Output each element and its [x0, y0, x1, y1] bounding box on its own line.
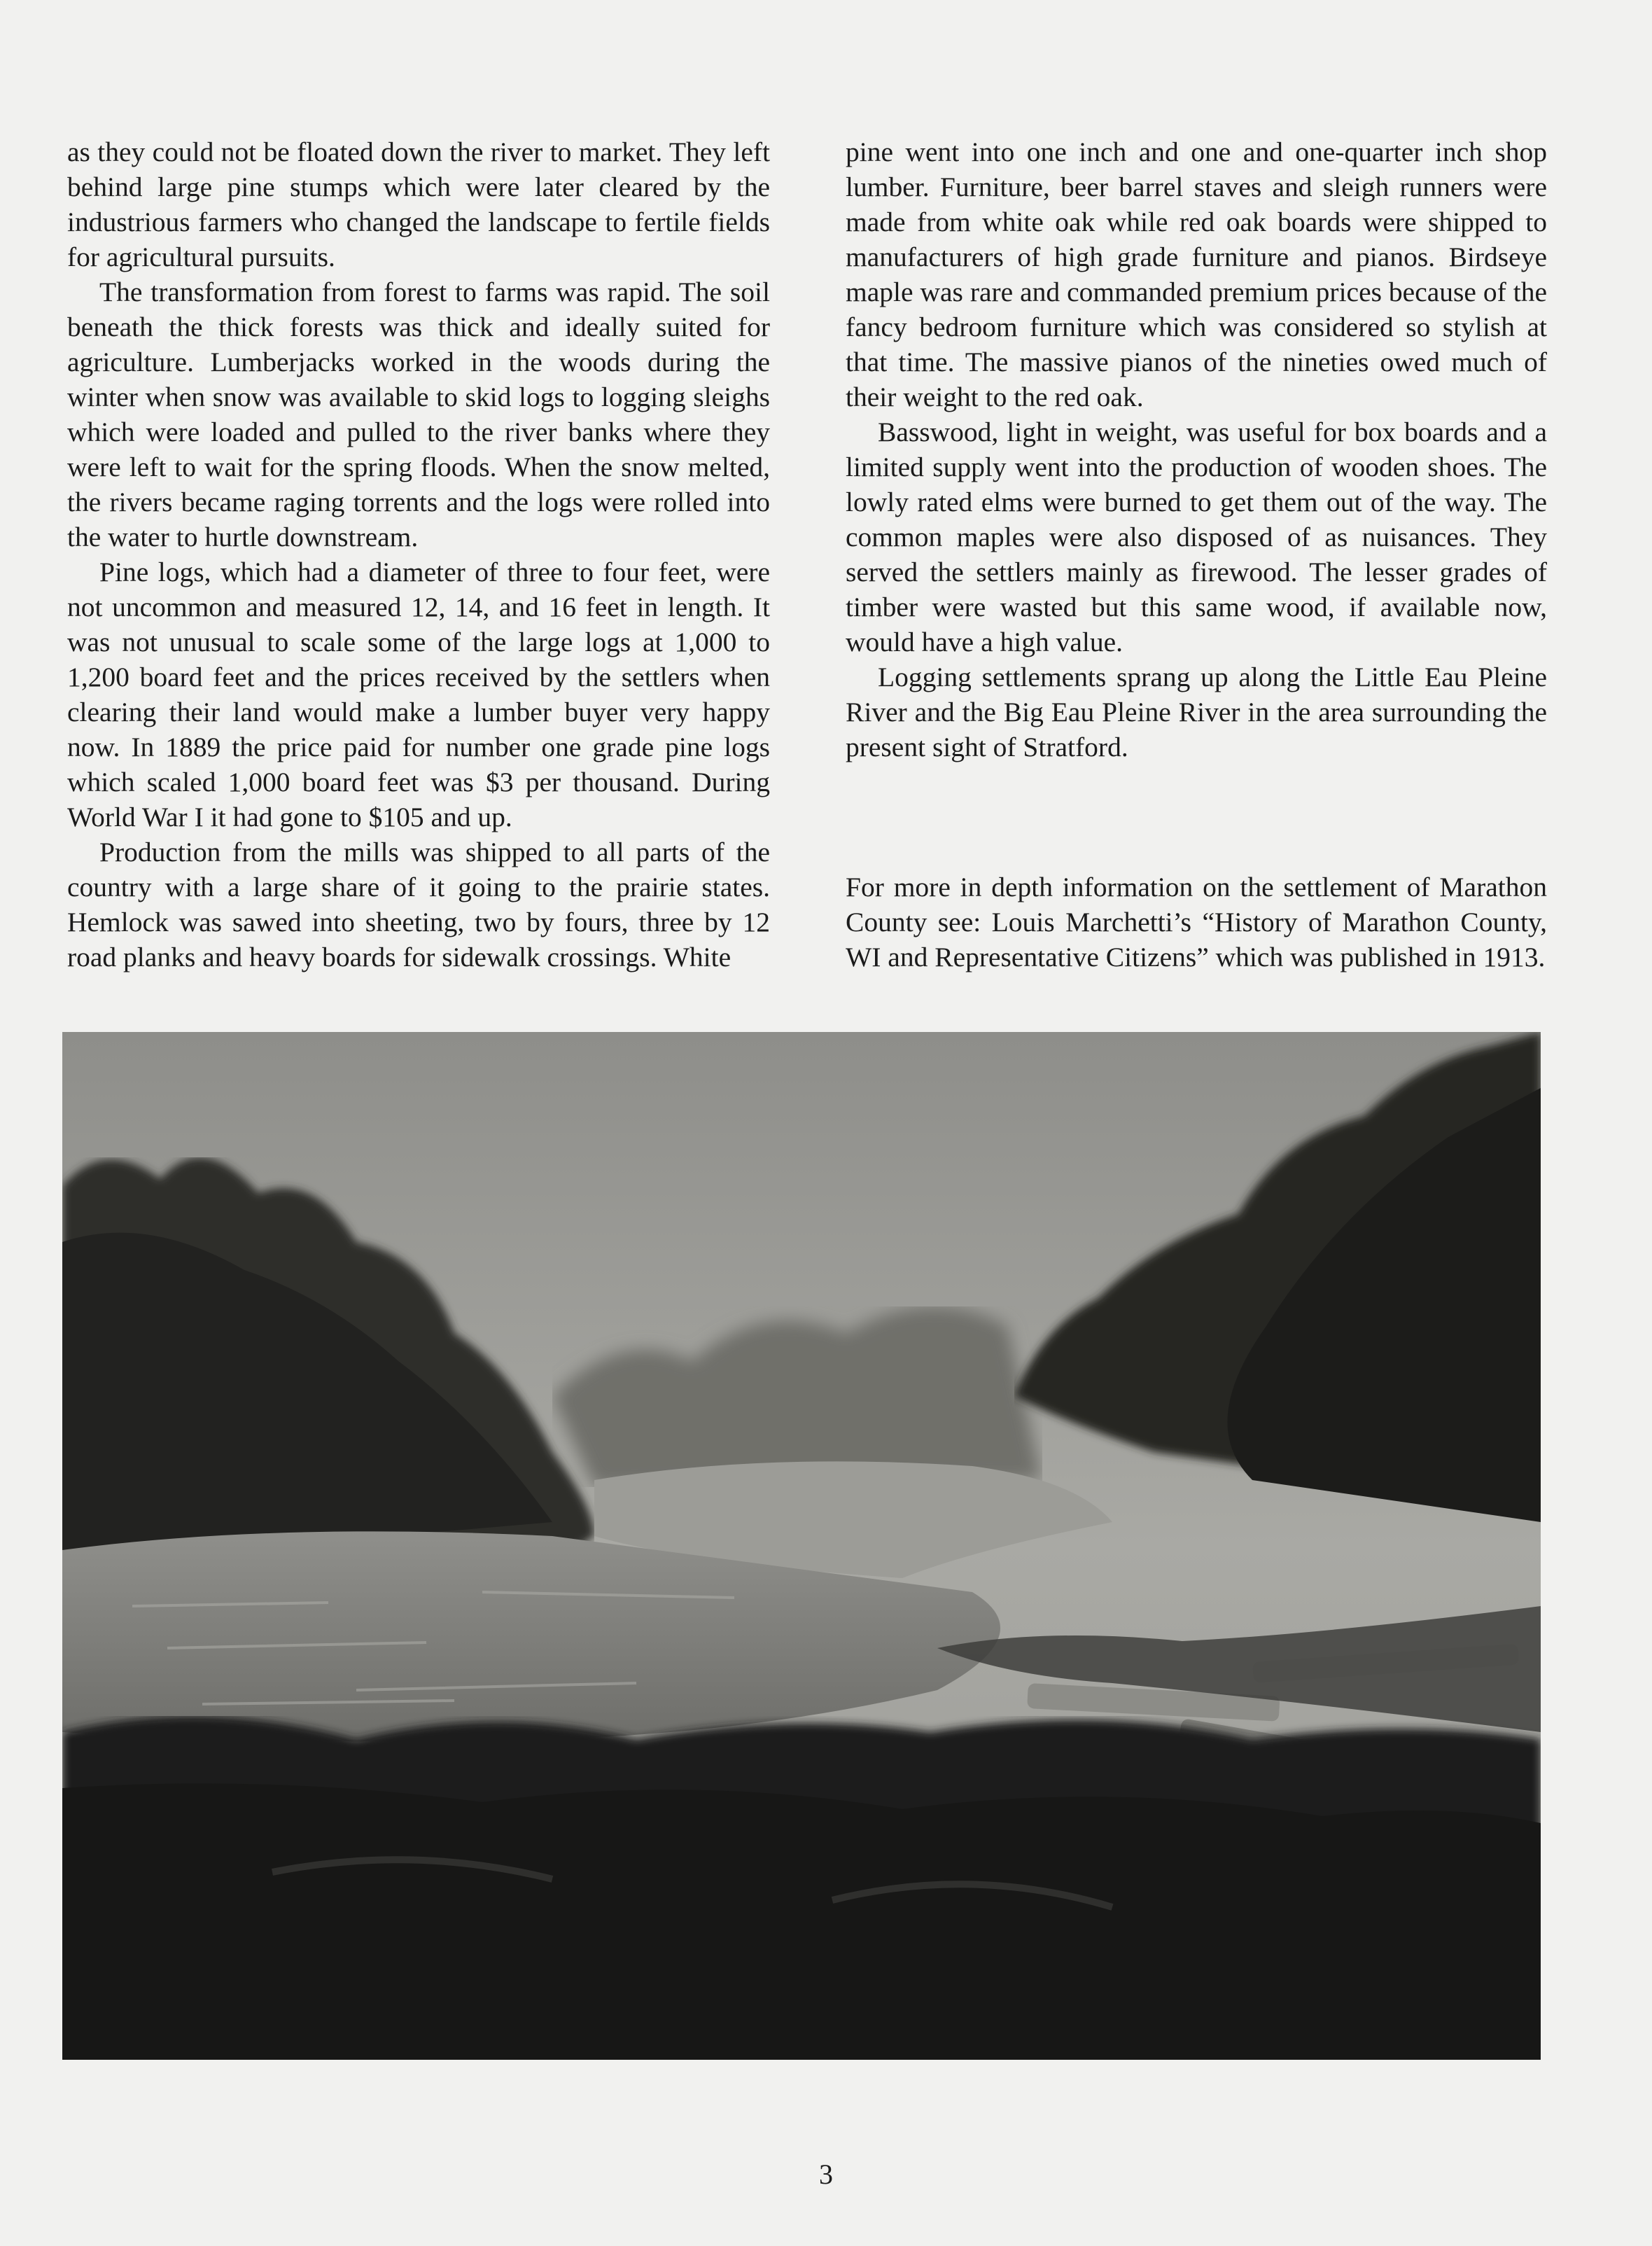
right-paragraph-2: Basswood, light in weight, was useful for box boards and a limited supply went into the production of wooden shoes. The lowly rated elms were burned to get them out of the way. The common maples were also disposed of as nuisances. They served the settlers mainly as firewood. The lesser grades of timber were wasted but this same wood, if available now, would have a high value. — [846, 417, 1547, 657]
left-paragraph-1: as they could not be floated down the river to market. They left behind large pine stumps which were later cleared by the industrious farmers who changed the landscape to fertile fields for agricultural pursuits. — [67, 137, 770, 272]
reference-note: For more in depth information on the settlement of Marathon County see: Louis Marchetti’s “History of Marathon County, WI and Representative Citizens” which was published in 1913. — [846, 872, 1547, 972]
left-paragraph-3: Pine logs, which had a diameter of three to four feet, were not uncommon and measured 12, 14, and 16 feet in length. It was not unusual to scale some of the large logs at 1,000 to 1,200 board feet and the prices received by the settlers when clearing their land would make a lumber buyer very happy now. In 1889 the price paid for number one grade pine logs which scaled 1,000 board feet was $3 per thousand. During World War I it had gone to $105 and up. — [67, 557, 770, 832]
page-number: 3 — [819, 2158, 833, 2190]
right-column — [846, 134, 1547, 975]
left-column — [67, 134, 770, 975]
left-paragraph-2: The transformation from forest to farms was rapid. The soil beneath the thick forests was thick and ideally suited for agriculture. Lumberjacks worked in the woods during the winter when snow was available to skid logs to logging sleighs which were loaded and pulled to the river banks where they were left to wait for the spring floods. When the snow melted, the rivers became raging torrents and the logs were rolled into the water to hurtle downstream. — [67, 277, 770, 552]
river-photograph — [62, 1032, 1541, 2060]
spacer — [846, 765, 1547, 870]
left-paragraph-4: Production from the mills was shipped to all parts of the country with a large share of it going to the prairie states. Hemlock was sawed into sheeting, two by fours, three by 12 road planks and heavy boards for sidewalk crossings. White — [67, 837, 770, 972]
right-paragraph-1: pine went into one inch and one and one-quarter inch shop lumber. Furniture, beer barrel staves and sleigh runners were made from white oak while red oak boards were shipped to manufacturers of high grade furniture and pianos. Birdseye maple was rare and commanded premium prices because of the fancy bedroom furniture which was considered so stylish at that time. The massive pianos of the nineties owed much of their weight to the red oak. — [846, 137, 1547, 412]
right-paragraph-3: Logging settlements sprang up along the Little Eau Pleine River and the Big Eau Pleine River in the area surrounding the present sight of Stratford. — [846, 662, 1547, 762]
